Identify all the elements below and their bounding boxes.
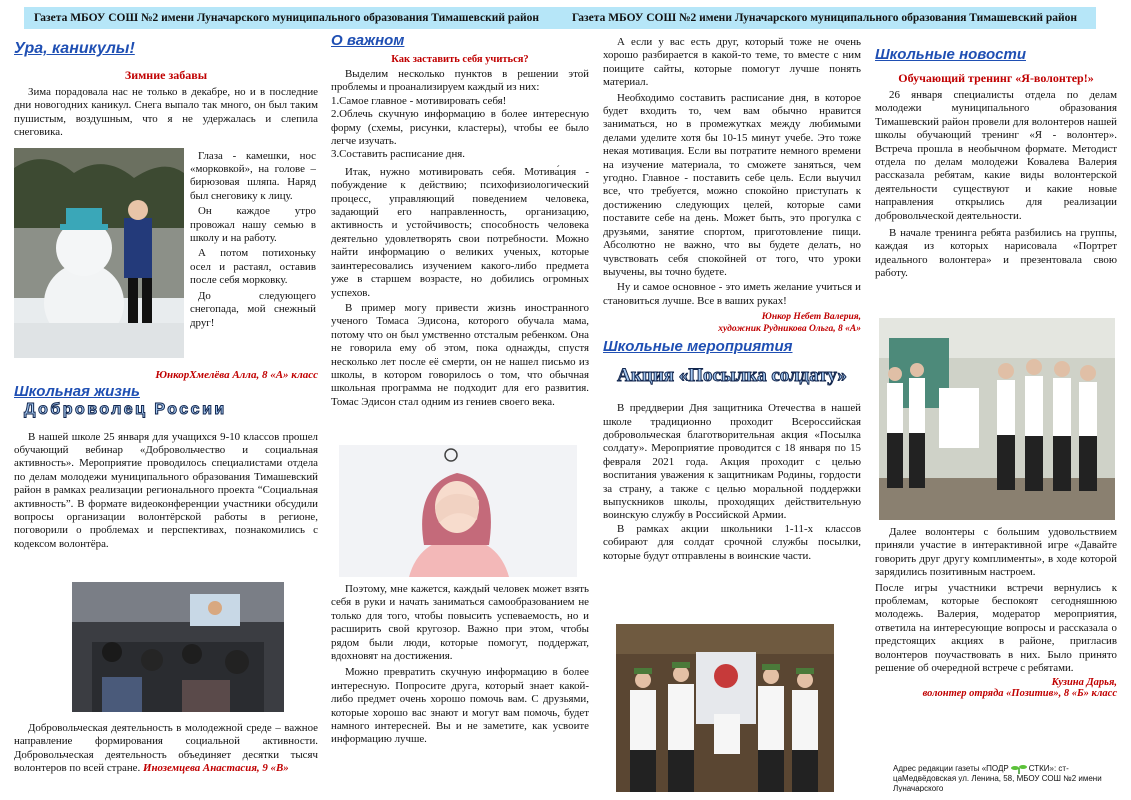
col4-para-1: 26 января специалисты отдела по делам молодежи муниципального образования Тимашевский район провели для волонтеров нашей школы обучающий тренинг «Я - волонтер». Встреча прошла в необычном формате. Методист отдела по делам молодежи Ковалева Валерия рассказала ребятам, какие виды волонтерской деятельности существуют и какие новые направления открылись для реализации добровольческой деятельности. — [875, 89, 1117, 222]
col3-para-1: А если у вас есть друг, который тоже не очень хорошо разбирается в какой-то теме, то вместе с ним поищите сайты, которые помогут лучше понять материал. — [603, 36, 861, 89]
col4-para-2: В начале тренинга ребята разбились на группы, каждая из которых нарисовала «Портрет идеального волонтера» и презентовала свою работу. — [875, 227, 1117, 280]
closing-author: Иноземцева Анастасия, 9 «В» — [142, 762, 289, 775]
winter-side-2: Он каждое утро провожал нашу семью в школу и на работу. — [190, 205, 316, 245]
parcel-action-photo — [616, 624, 834, 792]
col4-para-3: Далее волонтеры с большим удовольствием приняли участие в интерактивной игре «Давайте говорить друг другу комплименты», в ходе которой зарядились позитивным настроем. — [875, 526, 1117, 579]
snowman-photo — [14, 148, 184, 358]
study-list-1: 1.Самое главное - мотивировать себя! — [331, 94, 507, 107]
col2-bottom — [331, 583, 589, 747]
column-1 — [14, 32, 318, 792]
column-3 — [603, 32, 861, 792]
winter-side-4: До следующего снегопада, мой снежный друг! — [190, 289, 316, 329]
study-para-4: Можно превратить скучную информацию в более интересную. Попросите друга, который знает какой-либо предмет очень хорошо помочь вам. С друзьями, которые хорошо вас знают и могут вам помочь, будет намного интересней. Вы и не заметите, как усвоите информацию лучше. — [331, 666, 589, 746]
masthead — [24, 7, 1096, 29]
col3-para-2: Необходимо составить расписание дня, в которое будет входить то, чем вам обычно нравится заниматься, но в промежутках между любимыми делами уделите хотя бы 10-15 минут учебе. Это тоже некая мотивация. Если вы потратите немного времени на изучение материала, то сможете заняться, чем угодно. Главное - поставить себе цель. Если выучил все, что требуется, можно спокойно приступать к достижению следующих целей, которые сами поставите себе на день. Может быть, это прогулка с друзьями, занятие спортом, приготовление пищи. Абсолютно не важно, что вы будете делать, но чувствовать себя спокойней от того, что уроки выучены, вы точно будете. — [603, 91, 861, 278]
closing-body: Добровольческая деятельность в молодежной среде – важное направление формирования социальной активности. Добровольческая деятельность объединяет десятки тысяч волонтеров по всей стране. — [14, 722, 318, 775]
address-end: СТКИ»: ст-цаМедвёдовская ул. Ленина, 58, МБОУ СОШ №2 имени Луначарского — [893, 764, 1102, 792]
col4-bottom — [875, 526, 1117, 699]
webinar-photo — [72, 582, 284, 712]
signature-1: Юнкор Небет Валерия, — [761, 312, 861, 323]
study-intro: Выделим несколько пунктов в решении этой проблемы и проанализируем каждый из них: — [331, 68, 589, 94]
study-list-3: 3.Составить расписание дня. — [331, 148, 466, 161]
training-title: Обучающий тренинг «Я-волонтер!» — [898, 71, 1094, 85]
signature-2: художник Рудникова Ольга, 8 «А» — [718, 324, 861, 335]
section-important: О важном — [331, 32, 405, 49]
winter-block — [14, 144, 318, 366]
column-4 — [875, 32, 1117, 792]
section-school-life: Школьная жизнь — [14, 382, 140, 400]
col3-para-4: В преддверии Дня защитника Отечества в нашей школе традиционно проходит Всероссийская добровольческая благотворительная акция «Посылка солдату». Мероприятие проводится с 18 января по 15 февраля 2021 года. Акция проходит с целью воспитания уважения к защитникам Родины, гордости за страну, а также с целью моральной поддержки выпускников школы, проходящих действительную воинскую службу в Российской Армии. — [603, 402, 861, 522]
sprout-logo-icon — [1009, 764, 1029, 774]
col3-para-3: Ну и самое основное - это иметь желание учиться и становиться лучше. Все в ваших руках! — [603, 281, 861, 307]
study-para-3: Поэтому, мне кажется, каждый человек может взять себя в руки и начать заниматься самообразованием не только для того, чтобы повысить успеваемость, но и расширить свой кругозор. Важно при этом, чтобы рядом были люди, которые помогут, поддержат, вдохновят на достижения. — [331, 583, 589, 663]
section-news: Школьные новости — [875, 46, 1026, 63]
masthead-right: Газета МБОУ СОШ №2 имени Луначарского муниципального образования Тимашевский район — [572, 12, 1077, 24]
study-para-2: В пример могу привести жизнь иностранного ученого Томаса Эдисона, которого обучала мама, потому что он был умственно отсталым ребенком. Она не говорила ему об этом, пока однажды, спустя несколько лет после её смерти, он не нашел письмо из школы, в котором говорилось о том, что обычная школьная программа не подходит для его развития. Томас Эдисон стал одним из гениев своего века. — [331, 301, 589, 408]
action-title: Акция «Посылка солдату» — [617, 365, 847, 387]
volunteer-title: Доброволец России — [24, 400, 227, 418]
study-list-2: 2.Облечь скучную информацию в более интересную форму (схемы, рисунки, кластеры), чтобы ее было легче изучать. — [331, 108, 589, 148]
study-subtitle: Как заставить себя учиться? — [391, 54, 529, 65]
col4-para-4: После игры участники встречи вернулись к проблемам, которые беспокоят сегодняшнюю молодежь. Валерия, модератор мероприятия, ответила на интересующие вопросы и рассказала о предстоящих акциях в районе, пригласив волонтеров поучаствовать в них. Было принято решение об очередной встрече с ребятами. — [875, 581, 1117, 675]
section-vacation: Ура, каникулы! — [14, 40, 135, 57]
winter-author: ЮнкорХмелёва Алла, 8 «А» класс — [155, 368, 318, 381]
winter-side-1: Глаза - камешки, нос «морковкой», на голове – бирюзовая шляпа. Наряд был снеговику к лицу. — [190, 149, 316, 202]
training-photo — [879, 318, 1115, 520]
address-start: Адрес редакции газеты «ПОДР — [893, 764, 1009, 774]
winter-title: Зимние забавы — [124, 68, 208, 82]
editorial-address — [893, 764, 1117, 792]
winter-intro: Зима порадовала нас не только в декабре, но и в последние дни новогодних каникул. Снега выпало так много, он был таким пушистым, воздушным, что я не удержалась и слепила снеговика. — [14, 86, 318, 139]
col4-author-2: волонтер отряда «Позитив», 8 «Б» класс — [922, 688, 1117, 700]
masthead-left: Газета МБОУ СОШ №2 имени Луначарского муниципального образования Тимашевский район — [34, 12, 539, 24]
section-events: Школьные мероприятия — [603, 338, 793, 356]
winter-side-3: А потом потихоньку осел и растаял, оставив после себя морковку. — [190, 247, 316, 287]
volunteer-text: В нашей школе 25 января для учащихся 9-10 классов прошел обучающий вебинар «Добровольчество и социальная активность». Мероприятие проводилось специалистами отдела по делам молодежи муниципального образования Тимашевский район в рамках реализации регионального проекта “Социальная активность”. В формате видеоконференции участники обсудили вопросы организации волонтёрской работы в регионе, поговорили о проблемах и перспективах, познакомились с кодексом волонтёра. — [14, 430, 318, 550]
winter-side-text — [190, 150, 316, 330]
closing-block — [14, 722, 318, 776]
girl-illustration — [339, 445, 577, 577]
column-2 — [331, 32, 589, 792]
col4-author-1: Кузина Дарья, — [1051, 677, 1117, 689]
closing-text — [14, 722, 318, 776]
col3-para-5: В рамках акции школьники 1-11-х классов собирают для солдат срочной службы посылки, которые будут отправлены в воинские части. — [603, 522, 861, 562]
study-para-1: Итак, нужно мотивировать себя. Мотива́ция - побуждение к действию; психофизиологический процесс, управляющий поведением человека, задающий его направленность, организацию, активность и устойчивость; способность человека деятельно удовлетворять свои потребности. Можно найти информацию о великих ученых, которые заинтересовались изучением какого-либо предмета уже в старшем возрасте, но добились огромных успехов. — [331, 165, 589, 299]
